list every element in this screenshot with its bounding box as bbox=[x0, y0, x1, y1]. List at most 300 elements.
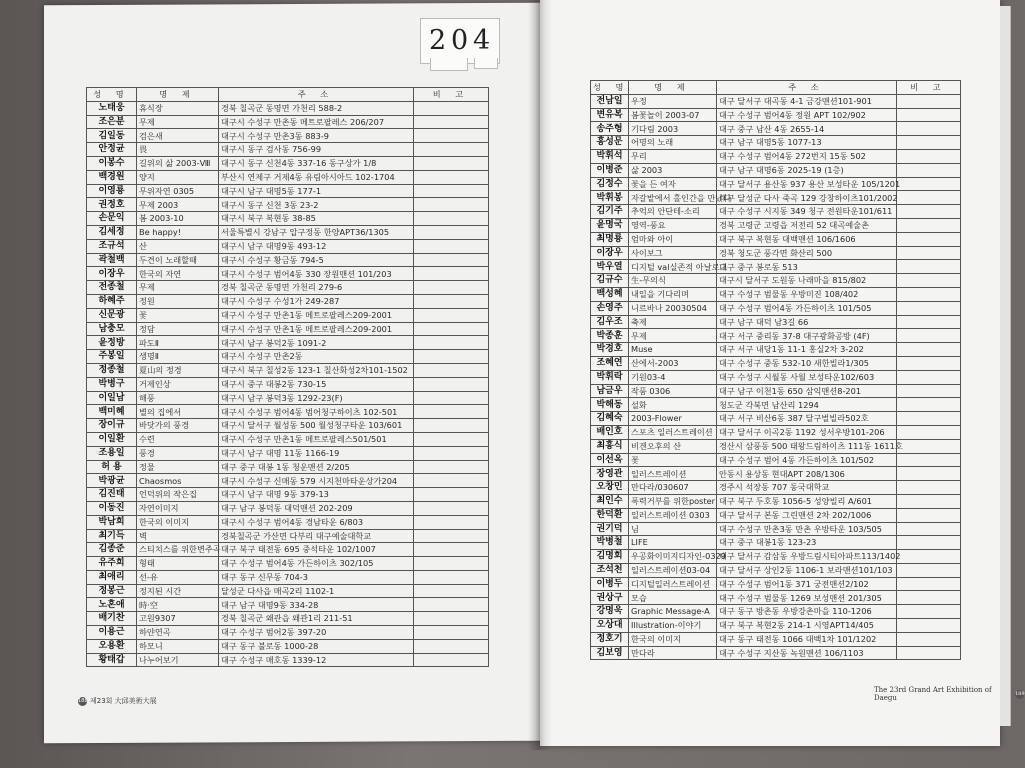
table-row bbox=[87, 515, 489, 529]
title-cell: 정물 bbox=[137, 460, 219, 474]
title-cell: 니르바나 20030504 bbox=[629, 301, 717, 315]
note-cell bbox=[897, 550, 961, 564]
artist-name-cell: 이일남 bbox=[87, 391, 137, 405]
address-cell: 대구 수성구 범어4동 가든하이츠 101/505 bbox=[717, 301, 897, 315]
note-cell bbox=[414, 377, 489, 391]
table-row bbox=[591, 619, 961, 633]
address-cell: 대구시 남구 봉덕3동 1292-23(F) bbox=[219, 391, 414, 405]
address-cell: 경북 칠곡군 왜관읍 왜관1리 211-51 bbox=[219, 612, 414, 626]
note-cell bbox=[897, 163, 961, 177]
address-cell: 안동시 용상동 현대APT 208/1306 bbox=[717, 467, 897, 481]
address-cell: 대구 수성구 매호동 1339-12 bbox=[219, 653, 414, 667]
note-cell bbox=[897, 508, 961, 522]
title-cell: 비겐오후의 산 bbox=[629, 439, 717, 453]
address-cell: 대구 수성구 범어2동 397-20 bbox=[219, 626, 414, 640]
note-cell bbox=[897, 577, 961, 591]
table-row bbox=[591, 632, 961, 646]
title-cell: 양지 bbox=[137, 170, 219, 184]
address-cell: 대구 수성구 지산동 녹원맨션 106/1103 bbox=[717, 646, 897, 660]
table-row bbox=[87, 584, 489, 598]
note-cell bbox=[414, 115, 489, 129]
sticker-digit: 2 bbox=[429, 25, 447, 56]
table-row bbox=[87, 377, 489, 391]
address-cell: 대구 달서구 본동 그린맨션 2차 202/1006 bbox=[717, 508, 897, 522]
table-row bbox=[87, 391, 489, 405]
title-cell: 언덕위의 작은집 bbox=[137, 488, 219, 502]
table-row bbox=[87, 612, 489, 626]
address-cell: 대구 남구 봉덕동 대덕맨션 202-209 bbox=[219, 501, 414, 515]
note-cell bbox=[414, 212, 489, 226]
note-cell bbox=[414, 267, 489, 281]
artist-name-cell: 조규석 bbox=[87, 239, 137, 253]
title-cell: Chaosmos bbox=[137, 474, 219, 488]
artist-name-cell: 김기주 bbox=[591, 205, 629, 219]
title-cell: LIFE bbox=[629, 536, 717, 550]
address-cell: 대구 수성구 범어4동 272번지 15동 502 bbox=[717, 149, 897, 163]
title-cell: 내일을 기다리며 bbox=[629, 287, 717, 301]
table-row bbox=[87, 267, 489, 281]
title-cell: 무위자연 0305 bbox=[137, 184, 219, 198]
note-cell bbox=[897, 536, 961, 550]
table-row bbox=[87, 363, 489, 377]
table-row bbox=[591, 315, 961, 329]
title-cell: Be happy! bbox=[137, 225, 219, 239]
note-cell bbox=[414, 529, 489, 543]
artist-name-cell: 오창민 bbox=[591, 481, 629, 495]
note-cell bbox=[414, 515, 489, 529]
title-cell: 무리 bbox=[629, 149, 717, 163]
table-row bbox=[591, 177, 961, 191]
table-row bbox=[87, 101, 489, 115]
address-cell: 대구 수성구 범어1동 371 궁전맨션2/102 bbox=[717, 577, 897, 591]
artist-name-cell: 이선옥 bbox=[591, 453, 629, 467]
artist-name-cell: 권기덕 bbox=[591, 522, 629, 536]
column-header: 명 제 bbox=[629, 81, 717, 95]
note-cell bbox=[414, 391, 489, 405]
note-cell bbox=[414, 198, 489, 212]
table-row bbox=[87, 446, 489, 460]
footer-title: 제23회 大邱美術大展 bbox=[90, 697, 157, 705]
note-cell bbox=[897, 122, 961, 136]
title-cell: 파도Ⅱ bbox=[137, 336, 219, 350]
table-row bbox=[591, 550, 961, 564]
note-cell bbox=[414, 598, 489, 612]
table-row bbox=[87, 308, 489, 322]
address-cell: 대구시 남구 대명9동 493-12 bbox=[219, 239, 414, 253]
note-cell bbox=[897, 218, 961, 232]
address-cell: 대구 북구 태전동 695 중석타운 102/1007 bbox=[219, 543, 414, 557]
artist-name-cell: 박해동 bbox=[591, 398, 629, 412]
artist-name-cell: 배인호 bbox=[591, 425, 629, 439]
address-cell: 대구 달서구 이곡2동 1192 성서우방101-206 bbox=[717, 425, 897, 439]
artist-name-cell: 박종훈 bbox=[591, 329, 629, 343]
title-cell: 무제 2003 bbox=[137, 198, 219, 212]
note-cell bbox=[414, 281, 489, 295]
table-row bbox=[87, 184, 489, 198]
artist-name-cell: 강명욱 bbox=[591, 605, 629, 619]
title-cell: 추억의 안단테-소리 bbox=[629, 205, 717, 219]
note-cell bbox=[414, 460, 489, 474]
address-cell: 대구 수성구 중동 532-10 새한빌라1/305 bbox=[717, 356, 897, 370]
table-row bbox=[591, 218, 961, 232]
address-cell: 대구 서구 중리동 37-8 대구광화공방 (4F) bbox=[717, 329, 897, 343]
artist-name-cell: 조석천 bbox=[591, 563, 629, 577]
note-cell bbox=[897, 522, 961, 536]
note-cell bbox=[897, 425, 961, 439]
artist-name-cell: 백미혜 bbox=[87, 405, 137, 419]
artist-name-cell: 이병두 bbox=[591, 577, 629, 591]
note-cell bbox=[414, 612, 489, 626]
table-row bbox=[87, 294, 489, 308]
title-cell: 형태 bbox=[137, 557, 219, 571]
sticker-digit: 4 bbox=[473, 25, 491, 56]
address-cell: 대구시 수성구 만촌1동 메트로팔레스501/501 bbox=[219, 432, 414, 446]
title-cell: 무제 bbox=[137, 281, 219, 295]
artist-name-cell: 장이규 bbox=[87, 419, 137, 433]
note-cell bbox=[414, 543, 489, 557]
address-cell: 대구 달서구 대곡동 4-1 금강맨션101-901 bbox=[717, 94, 897, 108]
address-cell: 대구시 남구 대명5동 177-1 bbox=[219, 184, 414, 198]
title-cell: 폭력거부를 위한poster bbox=[629, 494, 717, 508]
address-cell: 대구 남구 대명9동 334-28 bbox=[219, 598, 414, 612]
table-row bbox=[591, 384, 961, 398]
title-cell: 時·空 bbox=[137, 598, 219, 612]
title-cell: 어명의 노래 bbox=[629, 136, 717, 150]
artist-name-cell: 이병준 bbox=[591, 163, 629, 177]
address-cell: 대구 달서구 용산동 937 용산 보성타운 105/1201 bbox=[717, 177, 897, 191]
address-cell: 대구 수성구 범어 4동 가든하이츠 101/502 bbox=[717, 453, 897, 467]
title-cell: 일러스트레이션03-04 bbox=[629, 563, 717, 577]
artist-name-cell: 정봉근 bbox=[87, 584, 137, 598]
table-row bbox=[87, 350, 489, 364]
artist-name-cell: 홍성문 bbox=[591, 136, 629, 150]
artist-name-cell: 김규수 bbox=[591, 274, 629, 288]
table-row bbox=[87, 488, 489, 502]
note-cell bbox=[897, 108, 961, 122]
note-cell bbox=[414, 432, 489, 446]
address-cell: 대구시 수성구 만촌1동 메트로팔레스209-2001 bbox=[219, 308, 414, 322]
artist-name-cell: 박휘석 bbox=[591, 149, 629, 163]
title-cell: 기원03-4 bbox=[629, 370, 717, 384]
table-row bbox=[591, 522, 961, 536]
table-row bbox=[591, 94, 961, 108]
note-cell bbox=[897, 191, 961, 205]
page-number: 189 bbox=[1015, 690, 1025, 697]
table-row bbox=[87, 170, 489, 184]
column-header: 성 명 bbox=[591, 81, 629, 95]
artist-name-cell: 윤명국 bbox=[591, 218, 629, 232]
table-row bbox=[591, 329, 961, 343]
address-cell: 대구시 북구 칠성2동 123-1 칠산화성2차101-1502 bbox=[219, 363, 414, 377]
artist-name-cell: 박병철 bbox=[591, 536, 629, 550]
table-row bbox=[87, 432, 489, 446]
note-cell bbox=[414, 474, 489, 488]
table-row bbox=[87, 253, 489, 267]
address-cell: 대구시 수성구 만촌1동 메트로팔레스209-2001 bbox=[219, 322, 414, 336]
title-cell: 디지털일러스트레이션 bbox=[629, 577, 717, 591]
title-cell: 무제 bbox=[629, 329, 717, 343]
artist-name-cell: 송주형 bbox=[591, 122, 629, 136]
table-row bbox=[87, 598, 489, 612]
table-row bbox=[591, 453, 961, 467]
note-cell bbox=[897, 605, 961, 619]
title-cell: 축제 bbox=[629, 315, 717, 329]
artist-name-cell: 배기찬 bbox=[87, 612, 137, 626]
title-cell: 검은새 bbox=[137, 129, 219, 143]
left-page-footer bbox=[78, 696, 157, 706]
artist-name-cell: 하혜주 bbox=[87, 294, 137, 308]
address-cell: 대구 달서구 상인2동 1106-1 보라맨션101/103 bbox=[717, 563, 897, 577]
title-cell: 설화 bbox=[629, 398, 717, 412]
title-cell: Illustration-이야기 bbox=[629, 619, 717, 633]
address-cell: 대구 남구 대덕 남3길 66 bbox=[717, 315, 897, 329]
artist-name-cell: 정호기 bbox=[591, 632, 629, 646]
title-cell: 봄꽃놀이 2003-07 bbox=[629, 108, 717, 122]
table-row bbox=[591, 605, 961, 619]
artist-name-cell: 장영관 bbox=[591, 467, 629, 481]
table-row bbox=[591, 136, 961, 150]
title-cell: 일러스트레이션 bbox=[629, 467, 717, 481]
table-row bbox=[87, 501, 489, 515]
column-header: 성 명 bbox=[87, 88, 137, 102]
artist-name-cell: 백성혜 bbox=[591, 287, 629, 301]
artist-name-cell: 손문익 bbox=[87, 212, 137, 226]
address-cell: 대구 남구 대명6동 2025-19 (1층) bbox=[717, 163, 897, 177]
note-cell bbox=[897, 467, 961, 481]
note-cell bbox=[414, 225, 489, 239]
artist-name-cell: 조은분 bbox=[87, 115, 137, 129]
note-cell bbox=[414, 239, 489, 253]
title-cell: 님 bbox=[629, 522, 717, 536]
note-cell bbox=[414, 170, 489, 184]
table-row bbox=[87, 543, 489, 557]
note-cell bbox=[897, 136, 961, 150]
title-cell: 스포츠 일러스트레이션 bbox=[629, 425, 717, 439]
artist-name-cell: 한덕환 bbox=[591, 508, 629, 522]
address-cell: 부산시 연제구 거제4동 유림아시아드 102-1704 bbox=[219, 170, 414, 184]
title-cell: Graphic Message-A bbox=[629, 605, 717, 619]
note-cell bbox=[897, 177, 961, 191]
title-cell: 꽃을 든 여자 bbox=[629, 177, 717, 191]
table-row bbox=[591, 412, 961, 426]
title-cell: 길위의 삶 2003-Ⅷ bbox=[137, 156, 219, 170]
address-cell: 대구 남구 대명5동 1077-13 bbox=[717, 136, 897, 150]
address-cell: 대구시 수성구 범어4동 경남타운 6/803 bbox=[219, 515, 414, 529]
table-row bbox=[591, 343, 961, 357]
note-cell bbox=[897, 563, 961, 577]
title-cell: 꽃 bbox=[137, 308, 219, 322]
note-cell bbox=[414, 653, 489, 667]
artist-name-cell: 김우조 bbox=[591, 315, 629, 329]
artist-name-cell: 이봉수 bbox=[87, 156, 137, 170]
note-cell bbox=[897, 356, 961, 370]
title-cell: 우공화이미지디자인-0329 bbox=[629, 550, 717, 564]
table-row bbox=[87, 281, 489, 295]
title-cell: 정담 bbox=[137, 322, 219, 336]
note-cell bbox=[414, 143, 489, 157]
address-cell: 청도군 각북면 남산리 1294 bbox=[717, 398, 897, 412]
address-cell: 대구 수성구 범어4동 가든하이츠 302/105 bbox=[219, 557, 414, 571]
title-cell: 나누어보기 bbox=[137, 653, 219, 667]
artist-name-cell: 노혼애 bbox=[87, 598, 137, 612]
note-cell bbox=[897, 287, 961, 301]
title-cell: 해풍 bbox=[137, 391, 219, 405]
table-row bbox=[87, 405, 489, 419]
artist-name-cell: 백경원 bbox=[87, 170, 137, 184]
sticker-tab bbox=[474, 58, 498, 69]
table-row bbox=[87, 212, 489, 226]
artist-name-cell: 박남희 bbox=[87, 515, 137, 529]
address-cell: 대구시 동구 신천4동 337-16 동구상가 1/8 bbox=[219, 156, 414, 170]
note-cell bbox=[414, 446, 489, 460]
artist-name-cell: 윤정방 bbox=[87, 336, 137, 350]
table-row bbox=[591, 481, 961, 495]
note-cell bbox=[414, 253, 489, 267]
table-row bbox=[591, 287, 961, 301]
title-cell: 별의 집에서 bbox=[137, 405, 219, 419]
note-cell bbox=[414, 322, 489, 336]
title-cell: 수련 bbox=[137, 432, 219, 446]
table-row bbox=[87, 639, 489, 653]
table-row bbox=[87, 143, 489, 157]
note-cell bbox=[897, 94, 961, 108]
address-cell: 대구 수성구 시지동 349 청구 전원타운101/611 bbox=[717, 205, 897, 219]
title-cell: 꽃 bbox=[629, 453, 717, 467]
address-cell: 대구시 수성구 범어4동 범어청구하이츠 102-501 bbox=[219, 405, 414, 419]
address-cell: 대구 수성구 만촌3동 만촌 우방타운 103/505 bbox=[717, 522, 897, 536]
address-cell: 대구시 남구 대명 9동 379-13 bbox=[219, 488, 414, 502]
artist-name-cell: 이영룡 bbox=[87, 184, 137, 198]
note-cell bbox=[897, 646, 961, 660]
note-cell bbox=[414, 501, 489, 515]
table-row bbox=[591, 646, 961, 660]
title-cell: 만다라 bbox=[629, 646, 717, 660]
table-row bbox=[591, 398, 961, 412]
artist-name-cell: 김종준 bbox=[87, 543, 137, 557]
address-cell: 대구 동구 불로동 1000-28 bbox=[219, 639, 414, 653]
note-cell bbox=[897, 260, 961, 274]
table-row bbox=[591, 356, 961, 370]
note-cell bbox=[897, 329, 961, 343]
note-cell bbox=[897, 205, 961, 219]
note-cell bbox=[897, 632, 961, 646]
table-row bbox=[591, 563, 961, 577]
artist-name-cell: 최인수 bbox=[591, 494, 629, 508]
table-row bbox=[591, 122, 961, 136]
title-cell: 바닷가의 풍경 bbox=[137, 419, 219, 433]
title-cell: 만다라/030607 bbox=[629, 481, 717, 495]
note-cell bbox=[897, 343, 961, 357]
artist-name-cell: 주봉일 bbox=[87, 350, 137, 364]
table-row bbox=[591, 205, 961, 219]
note-cell bbox=[897, 149, 961, 163]
table-row bbox=[87, 156, 489, 170]
note-cell bbox=[897, 315, 961, 329]
title-cell: Muse bbox=[629, 343, 717, 357]
table-row bbox=[591, 591, 961, 605]
note-cell bbox=[414, 570, 489, 584]
title-cell: 한국의 자연 bbox=[137, 267, 219, 281]
note-cell bbox=[897, 494, 961, 508]
artist-name-cell: 조혜연 bbox=[591, 356, 629, 370]
table-row bbox=[87, 474, 489, 488]
address-cell: 대구시 수성구 만촌동 메트로팔레스 206/207 bbox=[219, 115, 414, 129]
table-row bbox=[591, 246, 961, 260]
artist-name-cell: 전종철 bbox=[87, 281, 137, 295]
address-cell: 대구 북구 복현2동 214-1 시영APT14/405 bbox=[717, 619, 897, 633]
note-cell bbox=[414, 129, 489, 143]
address-cell: 경북 칠곡군 동명면 가천리 588-2 bbox=[219, 101, 414, 115]
address-cell: 대구시 수성구 황금동 794-5 bbox=[219, 253, 414, 267]
address-cell: 달성군 다사읍 매곡2리 1102-1 bbox=[219, 584, 414, 598]
title-cell: 영역-풍요 bbox=[629, 218, 717, 232]
note-cell bbox=[897, 439, 961, 453]
column-header: 주 소 bbox=[717, 81, 897, 95]
table-row bbox=[591, 274, 961, 288]
address-cell: 대구시 남구 대명 11동 1166-19 bbox=[219, 446, 414, 460]
address-cell: 대구 수성구 시월동 사월 보성타운102/603 bbox=[717, 370, 897, 384]
address-cell: 경북 고령군 고령읍 저전리 52 대곡예술촌 bbox=[717, 218, 897, 232]
address-cell: 대구시 달서구 월성동 500 월성청구타운 103/601 bbox=[219, 419, 414, 433]
address-cell: 대구시 달서구 도원동 나래마을 815/802 bbox=[717, 274, 897, 288]
note-cell bbox=[897, 246, 961, 260]
table-row bbox=[591, 301, 961, 315]
artist-name-cell: 최기득 bbox=[87, 529, 137, 543]
address-cell: 대구 중구 대봉1동 123-23 bbox=[717, 536, 897, 550]
page-edge bbox=[1000, 6, 1011, 726]
note-cell bbox=[897, 274, 961, 288]
table-row bbox=[87, 129, 489, 143]
title-cell: 작품 0306 bbox=[629, 384, 717, 398]
note-cell bbox=[897, 370, 961, 384]
note-cell bbox=[414, 419, 489, 433]
address-cell: 대구 달성군 다사 죽곡 129 강창하이츠101/2002 bbox=[717, 191, 897, 205]
table-row bbox=[591, 536, 961, 550]
note-cell bbox=[414, 363, 489, 377]
note-cell bbox=[414, 294, 489, 308]
address-cell: 대구시 수성구 만촌3동 883-9 bbox=[219, 129, 414, 143]
address-cell: 경주시 석장동 707 동국대학교 bbox=[717, 481, 897, 495]
table-row bbox=[87, 460, 489, 474]
table-row bbox=[87, 570, 489, 584]
right-registry-table bbox=[590, 80, 961, 660]
note-cell bbox=[897, 481, 961, 495]
address-cell: 대구시 북구 복현동 38-85 bbox=[219, 212, 414, 226]
address-cell: 대구 서구 내당1동 11-1 홍실2차 3-202 bbox=[717, 343, 897, 357]
title-cell: 선-유 bbox=[137, 570, 219, 584]
address-cell: 경북 칠곡군 동명면 가천리 279-6 bbox=[219, 281, 414, 295]
table-row bbox=[87, 239, 489, 253]
title-cell: 휴식장 bbox=[137, 101, 219, 115]
artist-name-cell: 박우열 bbox=[591, 260, 629, 274]
artist-name-cell: 김혜숙 bbox=[591, 412, 629, 426]
artist-name-cell: 노태웅 bbox=[87, 101, 137, 115]
title-cell: 벽 bbox=[137, 529, 219, 543]
title-cell: 생명Ⅱ bbox=[137, 350, 219, 364]
column-header: 명 제 bbox=[137, 88, 219, 102]
artist-name-cell: 오용환 bbox=[87, 639, 137, 653]
note-cell bbox=[414, 488, 489, 502]
table-row bbox=[591, 439, 961, 453]
title-cell: 우정 bbox=[629, 94, 717, 108]
note-cell bbox=[414, 584, 489, 598]
artist-name-cell: 이용근 bbox=[87, 626, 137, 640]
address-cell: 대구 수성구 범어4동 정원 APT 102/902 bbox=[717, 108, 897, 122]
address-cell: 대구 동구 방촌동 우방강촌마을 110-1206 bbox=[717, 605, 897, 619]
address-cell: 대구시 중구 대봉2동 730-15 bbox=[219, 377, 414, 391]
table-row bbox=[591, 191, 961, 205]
address-cell: 대구시 남구 봉덕2동 1091-2 bbox=[219, 336, 414, 350]
